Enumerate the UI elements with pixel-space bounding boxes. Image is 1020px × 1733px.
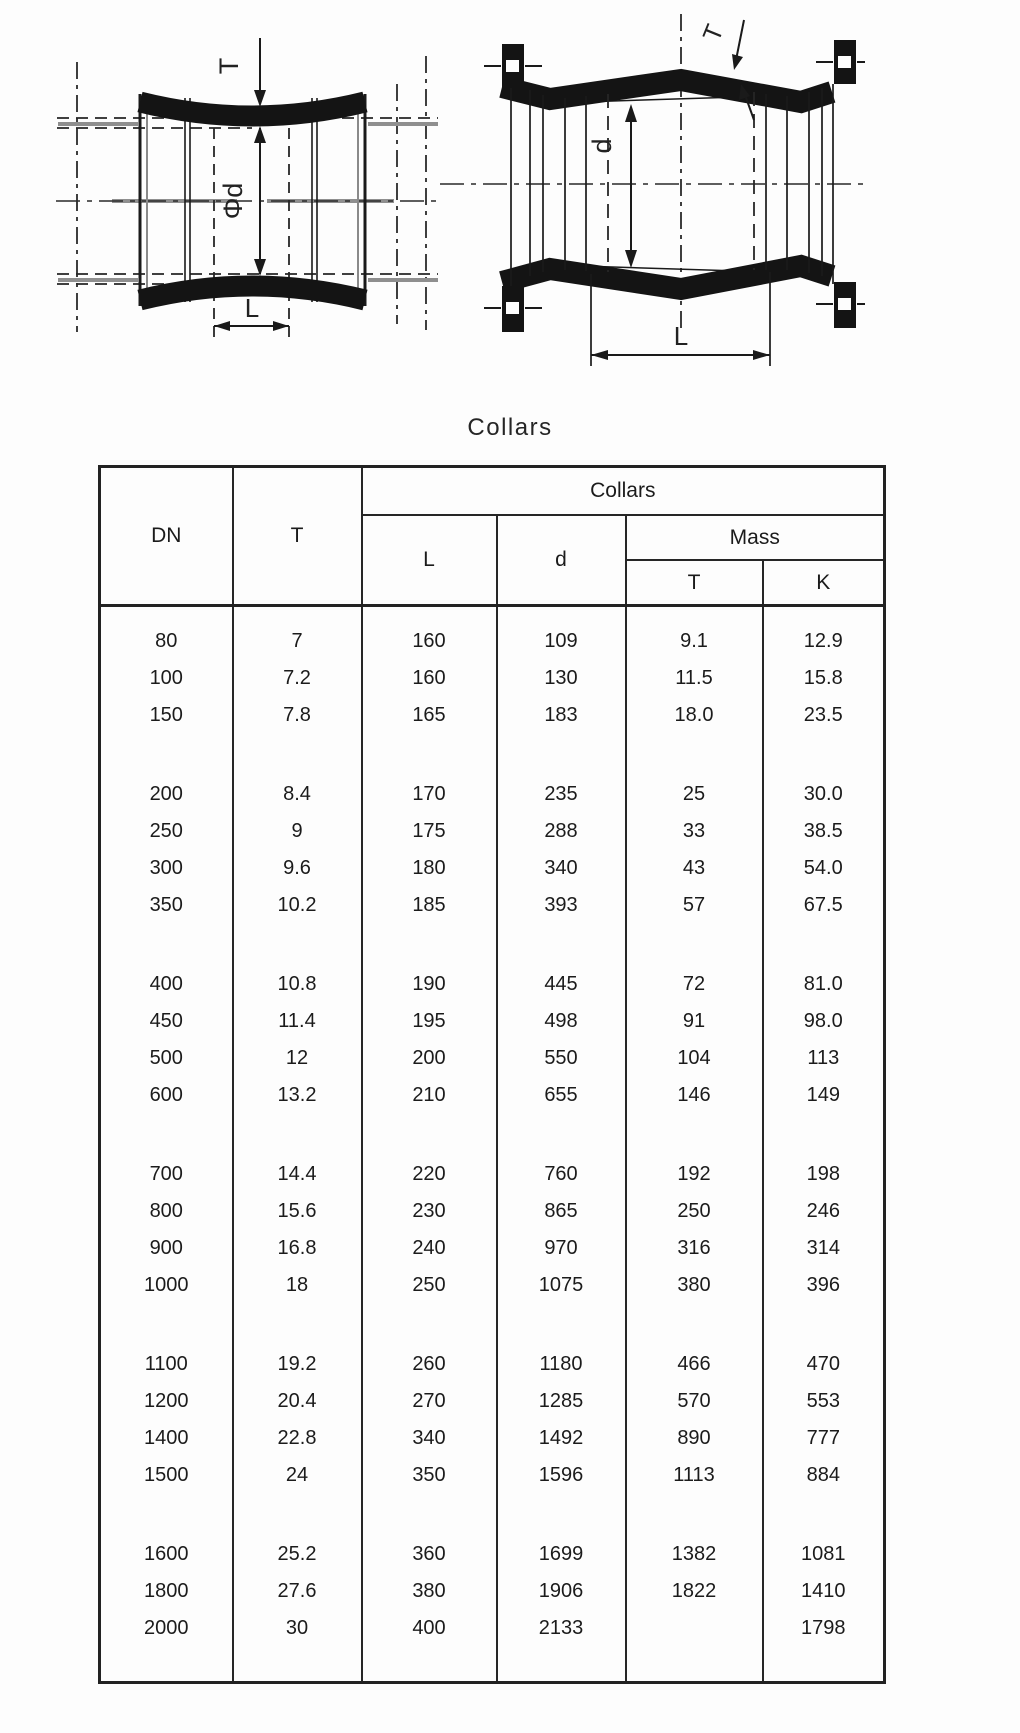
- table-cell: 246: [763, 1193, 885, 1230]
- table-cell: 192: [626, 1156, 763, 1193]
- spacer-row: [100, 1494, 885, 1536]
- table-cell: 498: [497, 1003, 626, 1040]
- table-cell: 24: [233, 1457, 362, 1494]
- table-cell: 890: [626, 1420, 763, 1457]
- dimension-d: [587, 104, 637, 268]
- table-row: [100, 1383, 885, 1420]
- table-cell: 380: [626, 1267, 763, 1304]
- table-cell: 1180: [497, 1346, 626, 1383]
- table-cell: 100: [100, 660, 233, 697]
- table-cell: 149: [763, 1077, 885, 1114]
- table-cell: 470: [763, 1346, 885, 1383]
- table-cell: 1798: [763, 1610, 885, 1647]
- table-cell: [626, 1610, 763, 1647]
- table-row: [100, 1457, 885, 1494]
- header-mass: Mass: [626, 515, 885, 560]
- table-cell: 340: [362, 1420, 497, 1457]
- header-dn: DN: [100, 467, 233, 606]
- table-cell: 1382: [626, 1536, 763, 1573]
- dimension-label-phi-d: Φd: [218, 182, 248, 220]
- table-cell: 25: [626, 776, 763, 813]
- header-collars: Collars: [362, 467, 885, 516]
- table-cell: 81.0: [763, 966, 885, 1003]
- table-cell: 230: [362, 1193, 497, 1230]
- table-cell: 1800: [100, 1573, 233, 1610]
- table-cell: 12.9: [763, 623, 885, 660]
- header-t: T: [233, 467, 362, 606]
- spacer-row: [100, 606, 885, 624]
- table-cell: 72: [626, 966, 763, 1003]
- table-cell: 9.6: [233, 850, 362, 887]
- table-cell: 104: [626, 1040, 763, 1077]
- table-cell: 314: [763, 1230, 885, 1267]
- table-header: [100, 467, 885, 606]
- table-cell: 13.2: [233, 1077, 362, 1114]
- table-cell: 400: [362, 1610, 497, 1647]
- table-row: [100, 887, 885, 924]
- table-cell: 150: [100, 697, 233, 734]
- table-cell: 250: [100, 813, 233, 850]
- table-cell: 38.5: [763, 813, 885, 850]
- bolt-top-left: [484, 44, 542, 88]
- table-row: [100, 1230, 885, 1267]
- table-cell: 1100: [100, 1346, 233, 1383]
- table-cell: 1410: [763, 1573, 885, 1610]
- table-row: [100, 966, 885, 1003]
- table-cell: 113: [763, 1040, 885, 1077]
- table-cell: 1596: [497, 1457, 626, 1494]
- table-cell: 466: [626, 1346, 763, 1383]
- table-cell: 9.1: [626, 623, 763, 660]
- table-cell: 250: [362, 1267, 497, 1304]
- table-cell: 16.8: [233, 1230, 362, 1267]
- table-cell: 146: [626, 1077, 763, 1114]
- collars-table: [98, 465, 886, 1684]
- table-cell: 7: [233, 623, 362, 660]
- table-row: [100, 623, 885, 660]
- table-cell: 175: [362, 813, 497, 850]
- pipe-gray-lines: [58, 124, 438, 280]
- table-cell: 23.5: [763, 697, 885, 734]
- table-cell: 1075: [497, 1267, 626, 1304]
- table-cell: 67.5: [763, 887, 885, 924]
- table-cell: 800: [100, 1193, 233, 1230]
- table-row: [100, 1003, 885, 1040]
- dimension-t: [214, 38, 266, 107]
- table-cell: 288: [497, 813, 626, 850]
- dimension-l: [591, 321, 770, 360]
- spacer-row: [100, 1304, 885, 1346]
- table-cell: 80: [100, 623, 233, 660]
- table-cell: 20.4: [233, 1383, 362, 1420]
- header-mass-k: K: [763, 560, 885, 606]
- table-cell: 360: [362, 1536, 497, 1573]
- table-cell: 1200: [100, 1383, 233, 1420]
- table-cell: 14.4: [233, 1156, 362, 1193]
- table-cell: 57: [626, 887, 763, 924]
- table-cell: 1906: [497, 1573, 626, 1610]
- table-cell: 300: [100, 850, 233, 887]
- table-row: [100, 1267, 885, 1304]
- table-cell: 27.6: [233, 1573, 362, 1610]
- dimension-t: [698, 20, 754, 120]
- table-cell: 183: [497, 697, 626, 734]
- table-cell: 970: [497, 1230, 626, 1267]
- page-title: Collars: [467, 414, 553, 441]
- table-cell: 1600: [100, 1536, 233, 1573]
- dimension-l: [214, 293, 289, 331]
- table-cell: 700: [100, 1156, 233, 1193]
- table-cell: 235: [497, 776, 626, 813]
- table-cell: 350: [100, 887, 233, 924]
- table-row: [100, 1156, 885, 1193]
- table-cell: 195: [362, 1003, 497, 1040]
- table-cell: 30.0: [763, 776, 885, 813]
- table-cell: 220: [362, 1156, 497, 1193]
- table-row: [100, 1610, 885, 1647]
- table-cell: 180: [362, 850, 497, 887]
- table-cell: 12: [233, 1040, 362, 1077]
- table-cell: 54.0: [763, 850, 885, 887]
- table-row: [100, 776, 885, 813]
- table-cell: 210: [362, 1077, 497, 1114]
- header-mass-t: T: [626, 560, 763, 606]
- table-cell: 25.2: [233, 1536, 362, 1573]
- spacer-row: [100, 734, 885, 776]
- header-l: L: [362, 515, 497, 606]
- table-cell: 15.8: [763, 660, 885, 697]
- table-row: [100, 1193, 885, 1230]
- table-cell: 91: [626, 1003, 763, 1040]
- table-cell: 18: [233, 1267, 362, 1304]
- table-cell: 190: [362, 966, 497, 1003]
- table-cell: 109: [497, 623, 626, 660]
- table-cell: 1699: [497, 1536, 626, 1573]
- table-cell: 10.8: [233, 966, 362, 1003]
- table-row: [100, 1536, 885, 1573]
- table-cell: 9: [233, 813, 362, 850]
- table-cell: 250: [626, 1193, 763, 1230]
- table-cell: 22.8: [233, 1420, 362, 1457]
- table-cell: 340: [497, 850, 626, 887]
- table-cell: 2000: [100, 1610, 233, 1647]
- table-row: [100, 1040, 885, 1077]
- dimension-label-t: T: [697, 20, 730, 46]
- table-cell: 160: [362, 660, 497, 697]
- table-cell: 11.4: [233, 1003, 362, 1040]
- table-cell: 1500: [100, 1457, 233, 1494]
- spacer-row: [100, 924, 885, 966]
- table-cell: 1400: [100, 1420, 233, 1457]
- table-cell: 15.6: [233, 1193, 362, 1230]
- bolt-bottom-left: [484, 286, 542, 332]
- table-cell: 2133: [497, 1610, 626, 1647]
- bolt-top-right: [816, 40, 865, 84]
- dimension-label-l: L: [673, 321, 689, 351]
- table-cell: 445: [497, 966, 626, 1003]
- table-cell: 240: [362, 1230, 497, 1267]
- table-cell: 8.4: [233, 776, 362, 813]
- table-cell: 777: [763, 1420, 885, 1457]
- header-d: d: [497, 515, 626, 606]
- table-cell: 553: [763, 1383, 885, 1420]
- table-cell: 1285: [497, 1383, 626, 1420]
- table-cell: 350: [362, 1457, 497, 1494]
- table-cell: 900: [100, 1230, 233, 1267]
- table-row: [100, 1346, 885, 1383]
- table-cell: 30: [233, 1610, 362, 1647]
- table-cell: 1492: [497, 1420, 626, 1457]
- table-cell: 655: [497, 1077, 626, 1114]
- table-cell: 160: [362, 623, 497, 660]
- table-cell: 33: [626, 813, 763, 850]
- table-row: [100, 660, 885, 697]
- table-cell: 600: [100, 1077, 233, 1114]
- table-cell: 185: [362, 887, 497, 924]
- table-cell: 10.2: [233, 887, 362, 924]
- table-cell: 200: [362, 1040, 497, 1077]
- table-cell: 450: [100, 1003, 233, 1040]
- table-cell: 550: [497, 1040, 626, 1077]
- table-cell: 270: [362, 1383, 497, 1420]
- collars-table-body: [100, 606, 885, 1683]
- table-cell: 7.2: [233, 660, 362, 697]
- table-cell: 170: [362, 776, 497, 813]
- table-cell: 165: [362, 697, 497, 734]
- table-cell: 19.2: [233, 1346, 362, 1383]
- table-cell: 7.8: [233, 697, 362, 734]
- dimension-label-l: L: [244, 293, 260, 323]
- table-cell: 570: [626, 1383, 763, 1420]
- table-cell: 98.0: [763, 1003, 885, 1040]
- table-cell: 260: [362, 1346, 497, 1383]
- table-row: [100, 697, 885, 734]
- table-cell: 316: [626, 1230, 763, 1267]
- table-cell: 1113: [626, 1457, 763, 1494]
- spacer-row: [100, 1114, 885, 1156]
- collar-section-diagram: [52, 24, 444, 356]
- table-row: [100, 813, 885, 850]
- table-row: [100, 1420, 885, 1457]
- table-row: [100, 850, 885, 887]
- table-cell: 500: [100, 1040, 233, 1077]
- table-cell: 130: [497, 660, 626, 697]
- table-cell: 200: [100, 776, 233, 813]
- table-cell: 18.0: [626, 697, 763, 734]
- table-cell: 393: [497, 887, 626, 924]
- table-cell: 1081: [763, 1536, 885, 1573]
- table-row: [100, 1573, 885, 1610]
- table-cell: 865: [497, 1193, 626, 1230]
- bolt-bottom-right: [816, 282, 865, 328]
- table-cell: 11.5: [626, 660, 763, 697]
- table-cell: 884: [763, 1457, 885, 1494]
- dimension-d: [218, 126, 266, 276]
- table-cell: 198: [763, 1156, 885, 1193]
- table-cell: 760: [497, 1156, 626, 1193]
- collar-side-diagram: [438, 8, 866, 372]
- table-cell: 396: [763, 1267, 885, 1304]
- table-cell: 380: [362, 1573, 497, 1610]
- dimension-label-d: d: [587, 138, 617, 154]
- table-cell: 400: [100, 966, 233, 1003]
- dimension-label-t: T: [214, 57, 244, 75]
- table-cell: 1822: [626, 1573, 763, 1610]
- table-row: [100, 1077, 885, 1114]
- table-cell: 43: [626, 850, 763, 887]
- table-cell: 1000: [100, 1267, 233, 1304]
- spacer-row: [100, 1647, 885, 1683]
